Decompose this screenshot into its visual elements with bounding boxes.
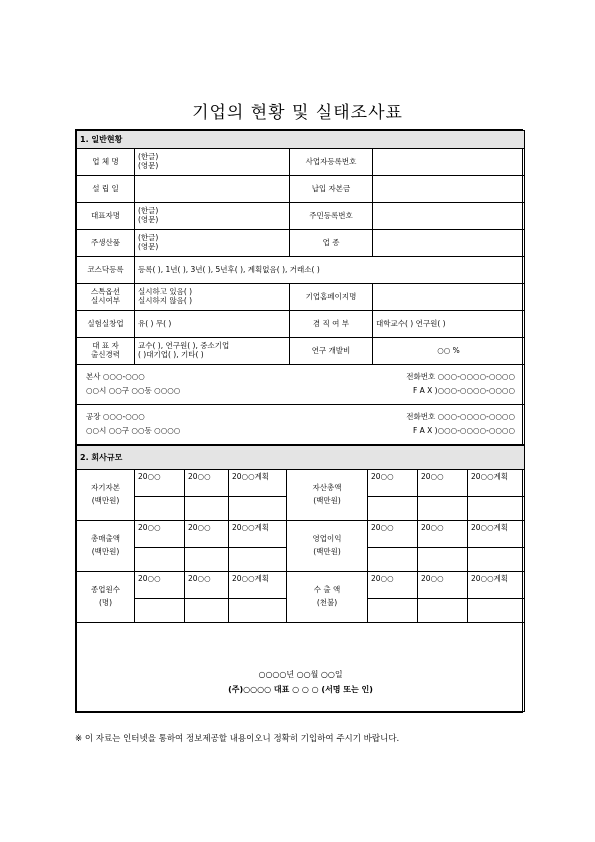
company-size-table	[76, 445, 525, 712]
ceo-career-line1: 교수( ), 연구원( ), 중소기업	[138, 341, 230, 351]
exports-value-cell[interactable]	[368, 599, 418, 623]
employees-unit: (명)	[98, 598, 113, 607]
year-header: 20○○	[135, 470, 185, 497]
hq-address-block[interactable]	[77, 365, 525, 405]
year-header: 20○○	[368, 470, 418, 497]
equity-label	[77, 470, 135, 521]
sales-label	[77, 521, 135, 572]
profit-value-cell[interactable]	[418, 548, 468, 572]
lab-startup-options[interactable]: 유( ) 무( )	[135, 311, 290, 338]
employees-value-cell[interactable]	[229, 599, 287, 623]
capital-field[interactable]	[373, 176, 525, 203]
year-header: 20○○	[185, 521, 229, 548]
year-header: 20○○	[135, 521, 185, 548]
rnd-value[interactable]: ○○ %	[373, 338, 525, 365]
factory-address-block[interactable]	[77, 405, 525, 445]
assets-label	[287, 470, 368, 521]
hq-phone: 전화번호 ○○○-○○○○-○○○○	[406, 372, 515, 382]
sales-value-cell[interactable]	[135, 548, 185, 572]
business-reg-field[interactable]	[373, 149, 525, 176]
business-reg-label: 사업자등록번호	[290, 149, 373, 176]
profit-value-cell[interactable]	[368, 548, 418, 572]
plan-year-header: 20○○계획	[229, 470, 287, 497]
hq-address: ○○시 ○○구 ○○동 ○○○○	[86, 386, 181, 395]
year-header: 20○○	[135, 572, 185, 599]
ceo-career-label-line2: 출신경력	[91, 350, 120, 359]
hq-line1	[80, 373, 521, 382]
year-header: 20○○	[418, 572, 468, 599]
industry-label: 업 종	[290, 230, 373, 257]
korean-tag: (한글)	[138, 206, 159, 216]
company-name-field[interactable]	[135, 149, 290, 176]
factory-address: ○○시 ○○구 ○○동 ○○○○	[86, 426, 181, 435]
kosdaq-label: 코스닥등록	[77, 257, 135, 284]
plan-year-header: 20○○계획	[468, 572, 525, 599]
assets-unit: (백만원)	[313, 496, 341, 505]
employees-value-cell[interactable]	[185, 599, 229, 623]
factory-phone: 전화번호 ○○○-○○○○-○○○○	[406, 412, 515, 422]
resident-no-field[interactable]	[373, 203, 525, 230]
profit-title: 영업이익	[312, 534, 342, 544]
stock-option-label-line1: 스톡옵션	[91, 287, 120, 297]
korean-tag: (한글)	[138, 233, 159, 243]
profit-unit: (백만원)	[313, 547, 341, 556]
exports-title: 수 출 액	[313, 585, 341, 595]
equity-value-cell[interactable]	[229, 497, 287, 521]
korean-tag: (한글)	[138, 152, 159, 162]
sales-value-cell[interactable]	[229, 548, 287, 572]
hq-fax: F A X )○○○-○○○○-○○○○	[412, 386, 515, 395]
ceo-career-label	[77, 338, 135, 365]
assets-value-cell[interactable]	[418, 497, 468, 521]
employees-value-cell[interactable]	[135, 599, 185, 623]
sales-unit: (백만원)	[91, 547, 120, 556]
english-tag: (영문)	[138, 161, 159, 170]
hq-postcode: 본사 ○○○-○○○	[86, 372, 145, 382]
section2-heading: 2. 회사규모	[77, 446, 525, 470]
homepage-field[interactable]	[373, 284, 525, 311]
rnd-label: 연구 개발비	[290, 338, 373, 365]
year-header: 20○○	[418, 470, 468, 497]
plan-year-header: 20○○계획	[468, 521, 525, 548]
year-header: 20○○	[368, 572, 418, 599]
factory-postcode: 공장 ○○○-○○○	[86, 412, 145, 422]
year-header: 20○○	[418, 521, 468, 548]
page-title: 기업의 현황 및 실태조사표	[192, 103, 403, 123]
concurrent-label: 겸 직 여 부	[290, 311, 373, 338]
factory-line2	[80, 427, 521, 436]
exports-unit: (천불)	[316, 598, 338, 607]
year-header: 20○○	[368, 521, 418, 548]
exports-value-cell[interactable]	[418, 599, 468, 623]
ceo-name-field[interactable]	[135, 203, 290, 230]
plan-year-header: 20○○계획	[229, 521, 287, 548]
employees-title: 종업원수	[91, 585, 120, 595]
section1-heading: 1. 일반현황	[77, 131, 525, 149]
stock-option-label-line2: 실시여부	[91, 296, 120, 305]
founded-label: 설 립 일	[77, 176, 135, 203]
assets-title: 자산총액	[312, 483, 342, 493]
exports-value-cell[interactable]	[468, 599, 525, 623]
company-name-label: 업 체 명	[77, 149, 135, 176]
assets-value-cell[interactable]	[368, 497, 418, 521]
profit-value-cell[interactable]	[468, 548, 525, 572]
signature-date: ○○○○년 ○○월 ○○일	[258, 669, 343, 679]
sales-value-cell[interactable]	[185, 548, 229, 572]
lab-startup-label: 실험실창업	[77, 311, 135, 338]
stock-option-yes: 실시하고 있음( )	[138, 287, 193, 297]
year-header: 20○○	[185, 470, 229, 497]
survey-form	[75, 129, 523, 713]
concurrent-options[interactable]: 대학교수( ) 연구원( )	[373, 311, 525, 338]
equity-value-cell[interactable]	[135, 497, 185, 521]
resident-no-label: 주민등록번호	[290, 203, 373, 230]
assets-value-cell[interactable]	[468, 497, 525, 521]
general-status-table	[76, 130, 525, 445]
sales-title: 총매출액	[91, 534, 120, 544]
stock-option-no: 실시하지 않음( )	[138, 296, 193, 305]
hq-line2	[80, 387, 521, 396]
plan-year-header: 20○○계획	[229, 572, 287, 599]
factory-fax: F A X )○○○-○○○○-○○○○	[412, 426, 515, 435]
equity-unit: (백만원)	[91, 496, 120, 505]
exports-label	[287, 572, 368, 623]
stock-option-options[interactable]	[135, 284, 290, 311]
plan-year-header: 20○○계획	[468, 470, 525, 497]
equity-title: 자기자본	[91, 483, 120, 493]
product-label: 주생산품	[77, 230, 135, 257]
year-header: 20○○	[185, 572, 229, 599]
founded-field[interactable]	[135, 176, 290, 203]
footnote: ※ 이 자료는 인터넷을 통하여 정보제공할 내용이오니 정확히 기입하여 주시기 바랍니다.	[75, 734, 400, 744]
homepage-label: 기업홈페이지명	[290, 284, 373, 311]
profit-label	[287, 521, 368, 572]
capital-label: 납입 자본금	[290, 176, 373, 203]
ceo-name-label: 대표자명	[77, 203, 135, 230]
english-tag: (영문)	[138, 242, 159, 251]
english-tag: (영문)	[138, 215, 159, 224]
ceo-career-label-line1: 대 표 자	[92, 341, 119, 351]
factory-line1	[80, 413, 521, 422]
ceo-career-line2: ( )대기업( ), 기타( )	[138, 350, 204, 359]
kosdaq-options[interactable]: 등록( ), 1년( ), 3년( ), 5년후( ), 계획없음( ), 거래소( )	[135, 257, 525, 284]
stock-option-label	[77, 284, 135, 311]
signature-line: (주)○○○○ 대표 ○ ○ ○ (서명 또는 인)	[228, 685, 373, 694]
product-field[interactable]	[135, 230, 290, 257]
employees-label	[77, 572, 135, 623]
equity-value-cell[interactable]	[185, 497, 229, 521]
industry-field[interactable]	[373, 230, 525, 257]
signature-block[interactable]	[77, 623, 525, 712]
ceo-career-options[interactable]	[135, 338, 290, 365]
